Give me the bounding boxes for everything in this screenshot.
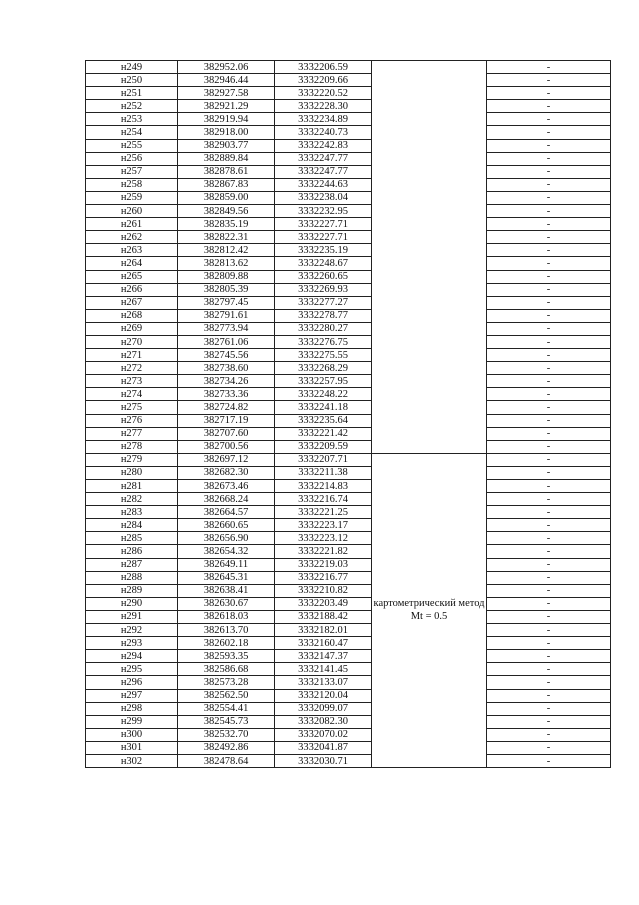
- y-coordinate-cell: 3332220.52: [275, 87, 372, 100]
- accuracy-cell: -: [487, 74, 611, 87]
- coordinates-table-body: [86, 61, 611, 768]
- x-coordinate-cell: 382918.00: [178, 126, 275, 139]
- accuracy-cell: -: [487, 126, 611, 139]
- point-name-cell: н290: [86, 597, 178, 610]
- y-coordinate-cell: 3332210.82: [275, 584, 372, 597]
- x-coordinate-cell: 382745.56: [178, 349, 275, 362]
- accuracy-cell: -: [487, 191, 611, 204]
- x-coordinate-cell: 382791.61: [178, 309, 275, 322]
- accuracy-cell: -: [487, 715, 611, 728]
- y-coordinate-cell: 3332221.82: [275, 545, 372, 558]
- accuracy-cell: -: [487, 296, 611, 309]
- accuracy-cell: -: [487, 584, 611, 597]
- y-coordinate-cell: 3332070.02: [275, 728, 372, 741]
- y-coordinate-cell: 3332227.71: [275, 218, 372, 231]
- y-coordinate-cell: 3332248.22: [275, 388, 372, 401]
- y-coordinate-cell: 3332260.65: [275, 270, 372, 283]
- y-coordinate-cell: 3332248.67: [275, 257, 372, 270]
- accuracy-cell: -: [487, 414, 611, 427]
- y-coordinate-cell: 3332232.95: [275, 205, 372, 218]
- accuracy-cell: -: [487, 466, 611, 479]
- y-coordinate-cell: 3332206.59: [275, 61, 372, 74]
- x-coordinate-cell: 382673.46: [178, 480, 275, 493]
- point-name-cell: н267: [86, 296, 178, 309]
- y-coordinate-cell: 3332216.74: [275, 493, 372, 506]
- table-row: [86, 558, 611, 571]
- point-name-cell: н302: [86, 754, 178, 767]
- y-coordinate-cell: 3332120.04: [275, 689, 372, 702]
- y-coordinate-cell: 3332203.49: [275, 597, 372, 610]
- accuracy-cell: -: [487, 741, 611, 754]
- table-row: [86, 113, 611, 126]
- table-row: [86, 309, 611, 322]
- point-name-cell: н255: [86, 139, 178, 152]
- y-coordinate-cell: 3332219.03: [275, 558, 372, 571]
- table-row: [86, 427, 611, 440]
- point-name-cell: н282: [86, 493, 178, 506]
- x-coordinate-cell: 382654.32: [178, 545, 275, 558]
- table-row: [86, 296, 611, 309]
- x-coordinate-cell: 382573.28: [178, 676, 275, 689]
- x-coordinate-cell: 382649.11: [178, 558, 275, 571]
- table-row: [86, 362, 611, 375]
- x-coordinate-cell: 382921.29: [178, 100, 275, 113]
- x-coordinate-cell: 382554.41: [178, 702, 275, 715]
- accuracy-cell: -: [487, 689, 611, 702]
- x-coordinate-cell: 382700.56: [178, 440, 275, 453]
- table-row: [86, 87, 611, 100]
- accuracy-cell: -: [487, 349, 611, 362]
- point-name-cell: н281: [86, 480, 178, 493]
- method-cell-empty: [372, 61, 487, 454]
- y-coordinate-cell: 3332041.87: [275, 741, 372, 754]
- x-coordinate-cell: 382532.70: [178, 728, 275, 741]
- accuracy-cell: -: [487, 205, 611, 218]
- point-name-cell: н279: [86, 453, 178, 466]
- table-row: [86, 388, 611, 401]
- x-coordinate-cell: 382586.68: [178, 663, 275, 676]
- x-coordinate-cell: 382618.03: [178, 610, 275, 623]
- accuracy-cell: -: [487, 754, 611, 767]
- accuracy-cell: -: [487, 178, 611, 191]
- x-coordinate-cell: 382927.58: [178, 87, 275, 100]
- x-coordinate-cell: 382717.19: [178, 414, 275, 427]
- table-row: [86, 741, 611, 754]
- table-row: [86, 624, 611, 637]
- accuracy-cell: -: [487, 87, 611, 100]
- y-coordinate-cell: 3332227.71: [275, 231, 372, 244]
- x-coordinate-cell: 382645.31: [178, 571, 275, 584]
- table-row: [86, 610, 611, 623]
- accuracy-cell: -: [487, 61, 611, 74]
- point-name-cell: н301: [86, 741, 178, 754]
- table-row: [86, 466, 611, 479]
- y-coordinate-cell: 3332133.07: [275, 676, 372, 689]
- table-row: [86, 453, 611, 466]
- y-coordinate-cell: 3332247.77: [275, 165, 372, 178]
- x-coordinate-cell: 382903.77: [178, 139, 275, 152]
- x-coordinate-cell: 382822.31: [178, 231, 275, 244]
- point-name-cell: н266: [86, 283, 178, 296]
- accuracy-cell: -: [487, 728, 611, 741]
- y-coordinate-cell: 3332280.27: [275, 322, 372, 335]
- point-name-cell: н277: [86, 427, 178, 440]
- y-coordinate-cell: 3332234.89: [275, 113, 372, 126]
- y-coordinate-cell: 3332221.42: [275, 427, 372, 440]
- table-row: [86, 100, 611, 113]
- y-coordinate-cell: 3332209.59: [275, 440, 372, 453]
- point-name-cell: н300: [86, 728, 178, 741]
- point-name-cell: н250: [86, 74, 178, 87]
- accuracy-cell: -: [487, 519, 611, 532]
- accuracy-cell: -: [487, 650, 611, 663]
- accuracy-cell: -: [487, 637, 611, 650]
- accuracy-cell: -: [487, 152, 611, 165]
- table-row: [86, 532, 611, 545]
- accuracy-cell: -: [487, 283, 611, 296]
- y-coordinate-cell: 3332099.07: [275, 702, 372, 715]
- point-name-cell: н288: [86, 571, 178, 584]
- x-coordinate-cell: 382492.86: [178, 741, 275, 754]
- table-row: [86, 139, 611, 152]
- y-coordinate-cell: 3332238.04: [275, 191, 372, 204]
- table-row: [86, 506, 611, 519]
- accuracy-cell: -: [487, 453, 611, 466]
- y-coordinate-cell: 3332269.93: [275, 283, 372, 296]
- table-row: [86, 178, 611, 191]
- table-row: [86, 401, 611, 414]
- accuracy-cell: -: [487, 571, 611, 584]
- x-coordinate-cell: 382812.42: [178, 244, 275, 257]
- table-row: [86, 349, 611, 362]
- point-name-cell: н297: [86, 689, 178, 702]
- point-name-cell: н269: [86, 322, 178, 335]
- point-name-cell: н295: [86, 663, 178, 676]
- accuracy-cell: -: [487, 231, 611, 244]
- y-coordinate-cell: 3332276.75: [275, 335, 372, 348]
- table-row: [86, 191, 611, 204]
- x-coordinate-cell: 382733.36: [178, 388, 275, 401]
- y-coordinate-cell: 3332228.30: [275, 100, 372, 113]
- table-row: [86, 440, 611, 453]
- x-coordinate-cell: 382545.73: [178, 715, 275, 728]
- point-name-cell: н274: [86, 388, 178, 401]
- y-coordinate-cell: 3332216.77: [275, 571, 372, 584]
- accuracy-cell: -: [487, 309, 611, 322]
- accuracy-cell: -: [487, 362, 611, 375]
- table-row: [86, 754, 611, 767]
- y-coordinate-cell: 3332275.55: [275, 349, 372, 362]
- table-row: [86, 480, 611, 493]
- point-name-cell: н270: [86, 335, 178, 348]
- accuracy-cell: -: [487, 218, 611, 231]
- point-name-cell: н284: [86, 519, 178, 532]
- accuracy-cell: -: [487, 322, 611, 335]
- point-name-cell: н278: [86, 440, 178, 453]
- y-coordinate-cell: 3332278.77: [275, 309, 372, 322]
- point-name-cell: н280: [86, 466, 178, 479]
- point-name-cell: н252: [86, 100, 178, 113]
- x-coordinate-cell: 382724.82: [178, 401, 275, 414]
- x-coordinate-cell: 382613.70: [178, 624, 275, 637]
- y-coordinate-cell: 3332257.95: [275, 375, 372, 388]
- accuracy-cell: -: [487, 388, 611, 401]
- accuracy-cell: -: [487, 506, 611, 519]
- y-coordinate-cell: 3332244.63: [275, 178, 372, 191]
- table-row: [86, 270, 611, 283]
- point-name-cell: н298: [86, 702, 178, 715]
- accuracy-cell: -: [487, 597, 611, 610]
- x-coordinate-cell: 382867.83: [178, 178, 275, 191]
- point-name-cell: н292: [86, 624, 178, 637]
- point-name-cell: н285: [86, 532, 178, 545]
- x-coordinate-cell: 382697.12: [178, 453, 275, 466]
- y-coordinate-cell: 3332147.37: [275, 650, 372, 663]
- x-coordinate-cell: 382805.39: [178, 283, 275, 296]
- table-row: [86, 597, 611, 610]
- y-coordinate-cell: 3332241.18: [275, 401, 372, 414]
- point-name-cell: н265: [86, 270, 178, 283]
- table-row: [86, 584, 611, 597]
- x-coordinate-cell: 382562.50: [178, 689, 275, 702]
- table-row: [86, 283, 611, 296]
- point-name-cell: н256: [86, 152, 178, 165]
- table-row: [86, 414, 611, 427]
- point-name-cell: н249: [86, 61, 178, 74]
- table-row: [86, 335, 611, 348]
- point-name-cell: н268: [86, 309, 178, 322]
- x-coordinate-cell: 382478.64: [178, 754, 275, 767]
- method-cell: картометрический метод Mt = 0.5: [372, 453, 487, 767]
- table-row: [86, 637, 611, 650]
- point-name-cell: н254: [86, 126, 178, 139]
- point-name-cell: н271: [86, 349, 178, 362]
- table-row: [86, 218, 611, 231]
- table-row: [86, 231, 611, 244]
- x-coordinate-cell: 382738.60: [178, 362, 275, 375]
- y-coordinate-cell: 3332082.30: [275, 715, 372, 728]
- accuracy-cell: -: [487, 702, 611, 715]
- accuracy-cell: -: [487, 558, 611, 571]
- x-coordinate-cell: 382602.18: [178, 637, 275, 650]
- x-coordinate-cell: 382707.60: [178, 427, 275, 440]
- table-row: [86, 61, 611, 74]
- table-row: [86, 165, 611, 178]
- accuracy-cell: -: [487, 493, 611, 506]
- table-row: [86, 689, 611, 702]
- accuracy-cell: -: [487, 165, 611, 178]
- accuracy-cell: -: [487, 401, 611, 414]
- y-coordinate-cell: 3332242.83: [275, 139, 372, 152]
- x-coordinate-cell: 382668.24: [178, 493, 275, 506]
- x-coordinate-cell: 382682.30: [178, 466, 275, 479]
- table-row: [86, 571, 611, 584]
- y-coordinate-cell: 3332268.29: [275, 362, 372, 375]
- x-coordinate-cell: 382849.56: [178, 205, 275, 218]
- table-row: [86, 728, 611, 741]
- accuracy-cell: -: [487, 480, 611, 493]
- table-row: [86, 650, 611, 663]
- point-name-cell: н293: [86, 637, 178, 650]
- x-coordinate-cell: 382797.45: [178, 296, 275, 309]
- accuracy-cell: -: [487, 427, 611, 440]
- table-row: [86, 375, 611, 388]
- y-coordinate-cell: 3332160.47: [275, 637, 372, 650]
- point-name-cell: н253: [86, 113, 178, 126]
- y-coordinate-cell: 3332209.66: [275, 74, 372, 87]
- y-coordinate-cell: 3332221.25: [275, 506, 372, 519]
- x-coordinate-cell: 382630.67: [178, 597, 275, 610]
- point-name-cell: н289: [86, 584, 178, 597]
- point-name-cell: н262: [86, 231, 178, 244]
- point-name-cell: н283: [86, 506, 178, 519]
- y-coordinate-cell: 3332207.71: [275, 453, 372, 466]
- point-name-cell: н259: [86, 191, 178, 204]
- x-coordinate-cell: 382835.19: [178, 218, 275, 231]
- accuracy-cell: -: [487, 610, 611, 623]
- point-name-cell: н261: [86, 218, 178, 231]
- coordinates-table: [85, 60, 611, 768]
- accuracy-cell: -: [487, 624, 611, 637]
- y-coordinate-cell: 3332277.27: [275, 296, 372, 309]
- point-name-cell: н287: [86, 558, 178, 571]
- accuracy-cell: -: [487, 113, 611, 126]
- x-coordinate-cell: 382919.94: [178, 113, 275, 126]
- accuracy-cell: -: [487, 100, 611, 113]
- accuracy-cell: -: [487, 545, 611, 558]
- y-coordinate-cell: 3332214.83: [275, 480, 372, 493]
- point-name-cell: н272: [86, 362, 178, 375]
- y-coordinate-cell: 3332235.19: [275, 244, 372, 257]
- table-row: [86, 519, 611, 532]
- point-name-cell: н276: [86, 414, 178, 427]
- y-coordinate-cell: 3332141.45: [275, 663, 372, 676]
- y-coordinate-cell: 3332030.71: [275, 754, 372, 767]
- y-coordinate-cell: 3332240.73: [275, 126, 372, 139]
- x-coordinate-cell: 382946.44: [178, 74, 275, 87]
- accuracy-cell: -: [487, 335, 611, 348]
- point-name-cell: н258: [86, 178, 178, 191]
- point-name-cell: н257: [86, 165, 178, 178]
- x-coordinate-cell: 382773.94: [178, 322, 275, 335]
- accuracy-cell: -: [487, 244, 611, 257]
- point-name-cell: н260: [86, 205, 178, 218]
- x-coordinate-cell: 382593.35: [178, 650, 275, 663]
- accuracy-cell: -: [487, 270, 611, 283]
- table-row: [86, 152, 611, 165]
- point-name-cell: н299: [86, 715, 178, 728]
- accuracy-cell: -: [487, 676, 611, 689]
- x-coordinate-cell: 382809.88: [178, 270, 275, 283]
- point-name-cell: н251: [86, 87, 178, 100]
- accuracy-cell: -: [487, 532, 611, 545]
- x-coordinate-cell: 382761.06: [178, 335, 275, 348]
- table-row: [86, 493, 611, 506]
- accuracy-cell: -: [487, 139, 611, 152]
- y-coordinate-cell: 3332235.64: [275, 414, 372, 427]
- table-row: [86, 322, 611, 335]
- y-coordinate-cell: 3332223.17: [275, 519, 372, 532]
- table-row: [86, 663, 611, 676]
- point-name-cell: н296: [86, 676, 178, 689]
- x-coordinate-cell: 382952.06: [178, 61, 275, 74]
- point-name-cell: н273: [86, 375, 178, 388]
- point-name-cell: н291: [86, 610, 178, 623]
- table-row: [86, 715, 611, 728]
- point-name-cell: н294: [86, 650, 178, 663]
- x-coordinate-cell: 382889.84: [178, 152, 275, 165]
- table-row: [86, 676, 611, 689]
- point-name-cell: н264: [86, 257, 178, 270]
- table-row: [86, 257, 611, 270]
- x-coordinate-cell: 382859.00: [178, 191, 275, 204]
- x-coordinate-cell: 382664.57: [178, 506, 275, 519]
- table-row: [86, 545, 611, 558]
- table-row: [86, 205, 611, 218]
- y-coordinate-cell: 3332247.77: [275, 152, 372, 165]
- point-name-cell: н275: [86, 401, 178, 414]
- y-coordinate-cell: 3332188.42: [275, 610, 372, 623]
- y-coordinate-cell: 3332211.38: [275, 466, 372, 479]
- accuracy-cell: -: [487, 375, 611, 388]
- table-row: [86, 702, 611, 715]
- x-coordinate-cell: 382638.41: [178, 584, 275, 597]
- x-coordinate-cell: 382813.62: [178, 257, 275, 270]
- y-coordinate-cell: 3332223.12: [275, 532, 372, 545]
- accuracy-cell: -: [487, 257, 611, 270]
- table-row: [86, 244, 611, 257]
- x-coordinate-cell: 382878.61: [178, 165, 275, 178]
- table-row: [86, 74, 611, 87]
- accuracy-cell: -: [487, 440, 611, 453]
- accuracy-cell: -: [487, 663, 611, 676]
- x-coordinate-cell: 382660.65: [178, 519, 275, 532]
- x-coordinate-cell: 382734.26: [178, 375, 275, 388]
- point-name-cell: н286: [86, 545, 178, 558]
- y-coordinate-cell: 3332182.01: [275, 624, 372, 637]
- x-coordinate-cell: 382656.90: [178, 532, 275, 545]
- point-name-cell: н263: [86, 244, 178, 257]
- table-row: [86, 126, 611, 139]
